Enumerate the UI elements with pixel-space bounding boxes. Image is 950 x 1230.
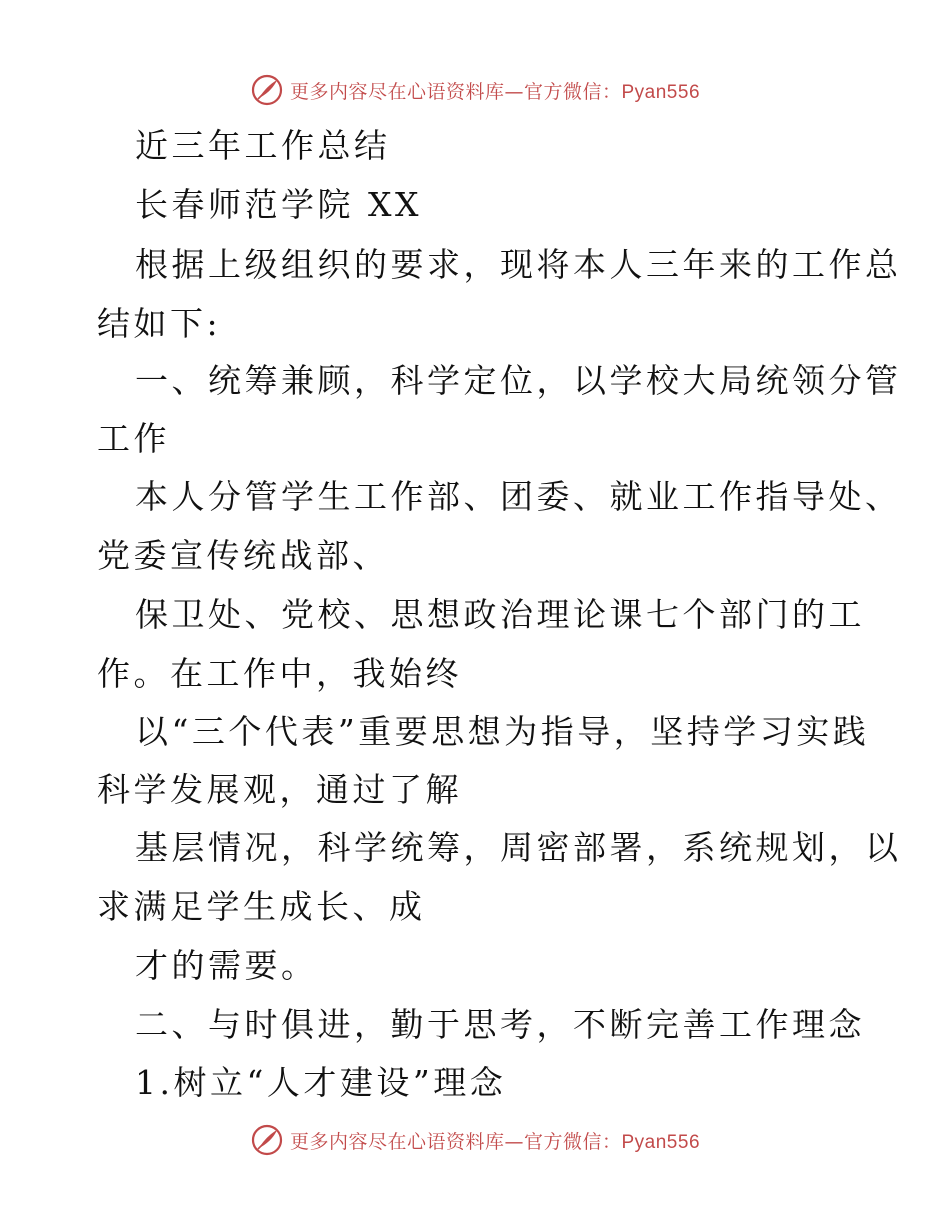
doc-paragraph-line: 才的需要。 — [135, 946, 318, 985]
footer-watermark — [0, 1120, 950, 1160]
section-heading-1-cont: 工作 — [97, 419, 170, 458]
watermark-account: Pyan556 — [621, 81, 701, 103]
watermark-account: Pyan556 — [621, 1131, 701, 1153]
subsection-heading-1: 1.树立“人才建设”理念 — [135, 1063, 507, 1102]
watermark-label: 更多内容尽在心语资料库—官方微信： — [289, 80, 622, 103]
doc-title: 近三年工作总结 — [135, 126, 391, 165]
section-heading-2: 二、与时俱进，勤于思考，不断完善工作理念 — [135, 1005, 865, 1044]
section-heading-1: 一、统筹兼顾，科学定位，以学校大局统领分管 — [135, 361, 902, 400]
doc-paragraph-line: 作。在工作中，我始终 — [97, 654, 462, 693]
feather-logo-icon — [250, 73, 284, 107]
watermark-label: 更多内容尽在心语资料库—官方微信： — [289, 1130, 622, 1153]
doc-paragraph-line: 党委宣传统战部、 — [97, 536, 389, 575]
doc-paragraph-line: 根据上级组织的要求，现将本人三年来的工作总 — [135, 245, 902, 284]
watermark-text — [290, 77, 700, 104]
doc-paragraph-line: 求满足学生成长、成 — [97, 887, 426, 926]
doc-paragraph-line: 本人分管学生工作部、团委、就业工作指导处、 — [135, 477, 902, 516]
doc-author: 长春师范学院 XX — [135, 185, 422, 224]
doc-paragraph-line: 保卫处、党校、思想政治理论课七个部门的工 — [135, 595, 865, 634]
watermark-text — [290, 1127, 700, 1154]
doc-paragraph-line: 结如下: — [97, 304, 222, 343]
doc-paragraph-line: 以“三个代表”重要思想为指导，坚持学习实践 — [135, 712, 870, 751]
feather-logo-icon — [250, 1123, 284, 1157]
header-watermark — [0, 70, 950, 110]
doc-paragraph-line: 基层情况，科学统筹，周密部署，系统规划，以 — [135, 828, 902, 867]
doc-paragraph-line: 科学发展观，通过了解 — [97, 770, 462, 809]
